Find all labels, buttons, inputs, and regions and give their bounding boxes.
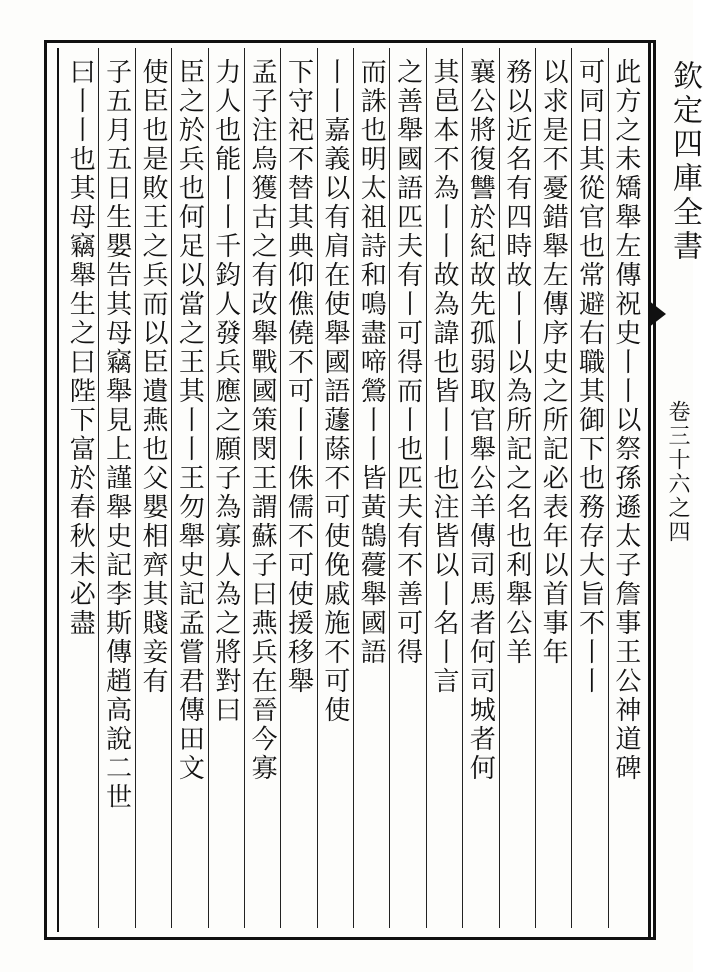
text-column: 務以近名有四時故丨丨以為所記之名也利舉公羊: [501, 58, 532, 667]
column-rule: [244, 48, 245, 928]
text-column: 力人也能丨丨千鈞人發兵應之願子為寡人為之將對曰: [210, 58, 241, 725]
text-column: 可同日其從官也常避右職其御下也務存大旨不丨丨: [574, 58, 605, 696]
text-column: 丨丨嘉義以有肩在使舉國語蘧蒢不可使俛戚施不可使: [319, 58, 350, 725]
volume-label: 卷三十六之四: [665, 400, 690, 544]
column-rule: [535, 48, 536, 928]
column-rule: [98, 48, 99, 928]
text-column: 之善舉國語匹夫有丨可得而丨也匹夫有不善可得: [392, 58, 423, 667]
column-rule: [135, 48, 136, 928]
column-rule: [389, 48, 390, 928]
column-rule: [571, 48, 572, 928]
column-rule: [426, 48, 427, 928]
text-column: 下守祀不替其典仰僬僥不可丨丨侏儒不可使援移舉: [283, 58, 314, 696]
text-column: 以求是不憂錯舉左傳序史之所記必表年以首事年: [538, 58, 569, 667]
left-border-rule: [57, 48, 59, 932]
text-column: 子五月五日生嬰告其母竊舉見上謹舉史記李斯傳趙高說二世: [101, 58, 132, 812]
column-rule: [353, 48, 354, 928]
text-column: 其邑本不為丨丨故為諱也皆丨丨也注皆以丨名丨言: [428, 58, 459, 696]
column-rule: [208, 48, 209, 928]
column-rule: [171, 48, 172, 928]
text-column: 襄公將復讐於紀故先孤弱取官舉公羊傳司馬者何司城者何: [465, 58, 496, 783]
column-rule: [280, 48, 281, 928]
column-rule: [462, 48, 463, 928]
text-column: 使臣也是敗王之兵而以臣遺燕也父嬰相齊其賤妾有: [137, 58, 168, 696]
margin-rule: [648, 40, 651, 940]
column-rule: [499, 48, 500, 928]
fish-tail-mark-icon: [648, 300, 666, 328]
column-rule: [317, 48, 318, 928]
text-column: 而誅也明太祖詩和鳴盡啼鶯丨丨皆黃鵠蘉舉國語: [356, 58, 387, 667]
text-column: 孟子注烏獲古之有改舉戰國策閔王謂蘇子曰燕兵在晉今寡: [247, 58, 278, 783]
book-title: 欽定四庫全書: [667, 60, 702, 264]
text-column: 臣之於兵也何足以當之王其丨丨王勿舉史記孟嘗君傳田文: [174, 58, 205, 783]
text-column: 曰丨丨也其母竊舉生之曰陛下富於春秋未必盡: [65, 58, 96, 638]
column-rule: [608, 48, 609, 928]
text-column: 此方之未矯舉左傳祝史丨丨以祭孫遜太子詹事王公神道碑: [610, 58, 641, 783]
